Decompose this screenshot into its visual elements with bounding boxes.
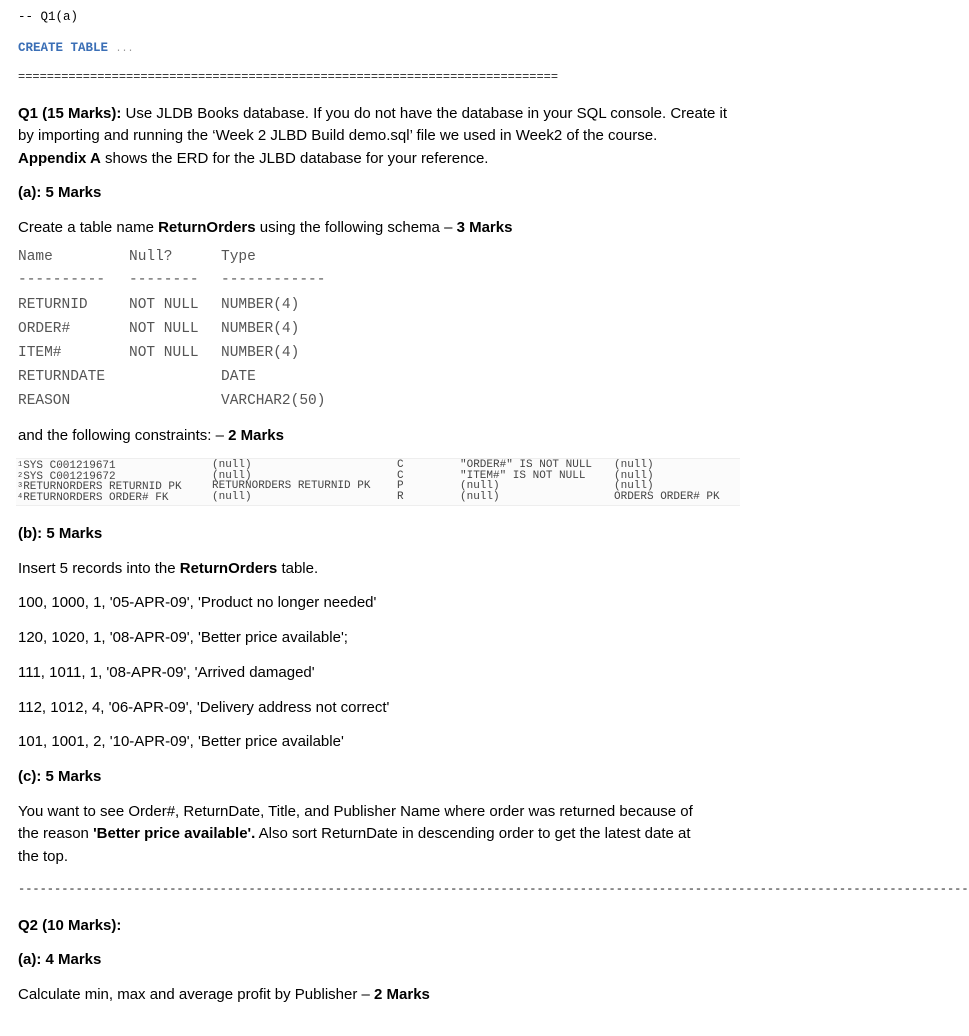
part-c-line1: You want to see Order#, ReturnDate, Title, and Publisher Name where order was returned because of: [18, 803, 693, 820]
constraint-cell: (null): [614, 480, 654, 492]
instr-post: using the following schema –: [255, 219, 457, 236]
constraint-cell: RETURNORDERS RETURNID PK: [212, 480, 371, 492]
record-line: 112, 1012, 4, '06-APR-09', 'Delivery address not correct': [18, 699, 390, 716]
schema-row-type: NUMBER(4): [221, 321, 300, 337]
part-a-heading-text: (a): 5 Marks: [18, 184, 102, 201]
constraint-row: $^1$SYS C001219671: [18, 460, 116, 472]
constraints-instruction: [18, 425, 284, 447]
schema-col-null-header: Null?: [129, 249, 173, 265]
instr-pre: Insert 5 records into the: [18, 560, 180, 577]
constraint-cell: (null): [614, 469, 654, 482]
schema-row-name: REASON: [18, 393, 71, 409]
instr-marks: 3 Marks: [456, 219, 513, 236]
schema-row-type: NUMBER(4): [221, 345, 300, 361]
q2-title: [18, 915, 121, 937]
schema-row-type: DATE: [221, 369, 256, 385]
appendix-ref: Appendix A: [18, 150, 101, 167]
constraint-cell: "ORDER#" IS NOT NULL: [460, 459, 593, 471]
schema-rule-name: ----------: [18, 272, 106, 288]
part-c-heading: [18, 766, 101, 788]
schema-rule-null: --------: [129, 272, 199, 288]
record-line: 100, 1000, 1, '05-APR-09', 'Product no longer needed': [18, 594, 377, 611]
constraint-cell: (null): [212, 459, 252, 471]
part-c-heading-text: (c): 5 Marks: [18, 768, 102, 785]
constraint-cell: (null): [212, 469, 252, 482]
q1-intro-line3: [18, 148, 488, 170]
schema-row-type: VARCHAR2(50): [221, 393, 326, 409]
schema-row-null: NOT NULL: [129, 321, 199, 337]
part-b-instruction: [18, 558, 318, 580]
constraint-cell: (null): [212, 490, 252, 503]
q2-instr-marks: 2 Marks: [374, 986, 430, 1003]
schema-row-name: RETURNDATE: [18, 369, 106, 385]
q1-intro-line2: by importing and running the ‘Week 2 JLBD Build demo.sql’ file we used in Week2 of the course.: [18, 127, 658, 144]
equals-separator: ===========================================================================: [18, 70, 559, 84]
constraint-row: $^3$RETURNORDERS RETURNID PK: [18, 481, 182, 493]
part-a-instruction: [18, 217, 512, 239]
constraints-marks: 2 Marks: [228, 427, 284, 444]
q1-title: Q1 (15 Marks):: [18, 105, 122, 122]
sql-comment: -- Q1(a): [18, 10, 79, 24]
schema-row-name: RETURNID: [18, 297, 88, 313]
record-line: 111, 1011, 1, '08-APR-09', 'Arrived damaged': [18, 664, 315, 681]
record-line: 101, 1001, 2, '10-APR-09', 'Better price available': [18, 733, 344, 750]
constraint-cell: "ITEM#" IS NOT NULL: [460, 469, 586, 482]
q1-intro-text1: Use JLDB Books database. If you do not have the database in your SQL console. Create it: [121, 105, 728, 122]
schema-row-name: ITEM#: [18, 345, 62, 361]
schema-row-name: ORDER#: [18, 321, 71, 337]
instr-pre: Create a table name: [18, 219, 159, 236]
instr-post: table.: [277, 560, 319, 577]
schema-row-type: NUMBER(4): [221, 297, 300, 313]
constraint-row: $^2$SYS C001219672: [18, 470, 116, 483]
ellipsis: ...: [115, 44, 134, 55]
schema-row-null: NOT NULL: [129, 297, 199, 313]
instr-table-name: ReturnOrders: [158, 219, 256, 236]
constraint-cell: P: [397, 480, 404, 492]
dash-divider: ------------------------------------------------------------------------------------------------------------------------------------: [18, 882, 969, 896]
schema-rule-type: ------------: [221, 272, 326, 288]
part-b-heading-text: (b): 5 Marks: [18, 525, 103, 542]
q2-instr-pre: Calculate min, max and average profit by Publisher –: [18, 986, 375, 1003]
q2-a-heading-text: (a): 4 Marks: [18, 951, 102, 968]
constraint-cell: C: [397, 459, 404, 471]
part-b-heading: [18, 523, 102, 545]
constraint-cell: ORDERS ORDER# PK: [614, 490, 720, 503]
schema-col-name-header: Name: [18, 249, 53, 265]
constraint-cell: (null): [460, 480, 500, 492]
q2-a-instruction: [18, 984, 430, 1006]
create-keyword: CREATE TABLE: [18, 41, 109, 55]
schema-col-type-header: Type: [221, 249, 256, 265]
instr-table-name: ReturnOrders: [179, 560, 278, 577]
q1-intro-line1: [18, 103, 727, 125]
part-c-line2: [18, 823, 691, 845]
appendix-text: shows the ERD for the JLBD database for your reference.: [100, 150, 489, 167]
record-line: 120, 1020, 1, '08-APR-09', 'Better price available';: [18, 629, 348, 646]
constraint-cell: (null): [614, 459, 654, 471]
line2-pre: the reason: [18, 825, 94, 842]
line2-post: Also sort ReturnDate in descending order to get the latest date at: [255, 825, 691, 842]
reason-bold: 'Better price available'.: [93, 825, 256, 842]
constraint-cell: C: [397, 469, 404, 482]
constraints-pre: and the following constraints: –: [18, 427, 229, 444]
q2-title-text: Q2 (10 Marks):: [18, 917, 122, 934]
q2-a-heading: [18, 949, 101, 971]
constraint-cell: R: [397, 490, 404, 503]
part-a-heading: [18, 182, 101, 204]
constraint-cell: (null): [460, 490, 500, 503]
schema-row-null: NOT NULL: [129, 345, 199, 361]
part-c-line3: the top.: [18, 848, 69, 865]
constraint-row: $^4$RETURNORDERS ORDER# FK: [18, 491, 169, 504]
create-table-line: [18, 41, 134, 55]
